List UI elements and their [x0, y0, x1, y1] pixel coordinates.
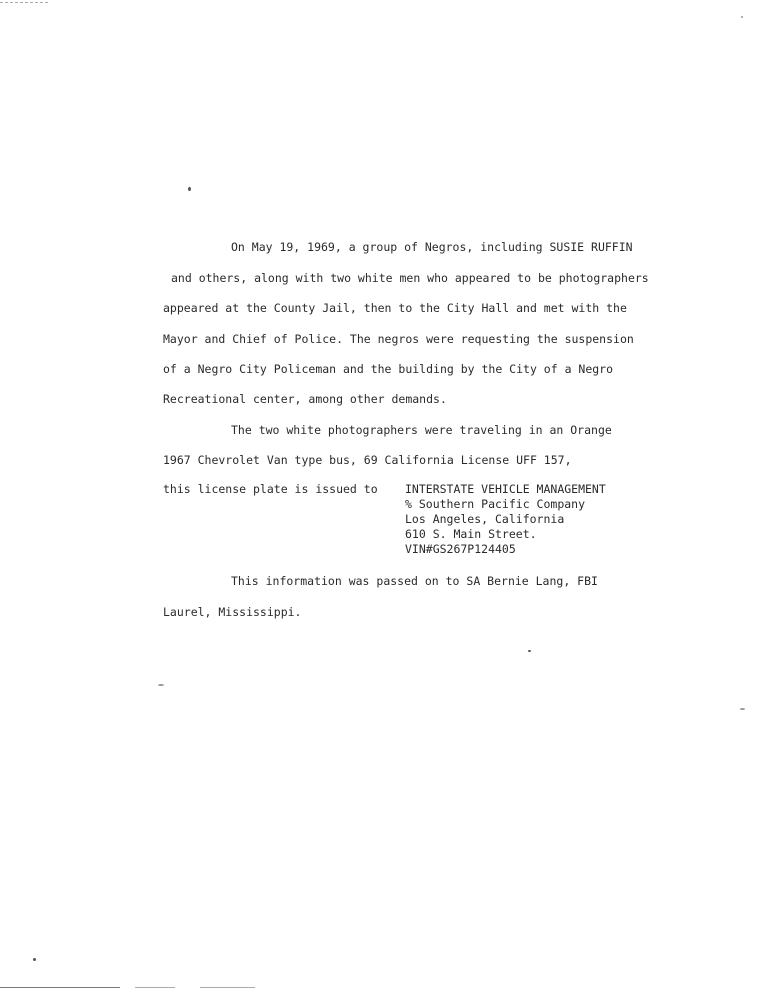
address-line: % Southern Pacific Company: [405, 497, 586, 511]
scan-speck: [740, 708, 745, 710]
memo-line: 1967 Chevrolet Van type bus, 69 California License UFF 157,: [163, 453, 572, 467]
memo-line: this license plate is issued to: [163, 482, 378, 496]
memo-line: Laurel, Mississippi.: [163, 605, 302, 619]
memo-line: and others, along with two white men who appeared to be photographers: [171, 271, 649, 285]
scan-speck: [741, 16, 743, 18]
address-line: VIN#GS267P124405: [405, 542, 516, 556]
memo-line: This information was passed on to SA Bernie Lang, FBI: [231, 574, 598, 588]
memo-line: of a Negro City Policeman and the building by the City of a Negro: [163, 362, 614, 376]
scan-speck: [188, 187, 191, 191]
address-line: Los Angeles, California: [405, 512, 565, 526]
license-registration-address: [405, 482, 606, 557]
scan-speck: [33, 958, 36, 961]
address-line: INTERSTATE VEHICLE MANAGEMENT: [405, 482, 606, 496]
memo-line: The two white photographers were traveling in an Orange: [231, 423, 612, 437]
memo-line: Mayor and Chief of Police. The negros were requesting the suspension: [163, 332, 634, 346]
scan-bottom-edge: [200, 987, 255, 988]
scan-edge-mark: [0, 2, 48, 4]
memo-line: On May 19, 1969, a group of Negros, including SUSIE RUFFIN: [231, 240, 633, 254]
scan-speck: [528, 650, 531, 652]
memo-line: appeared at the County Jail, then to the City Hall and met with the: [163, 301, 627, 315]
address-line: 610 S. Main Street.: [405, 527, 537, 541]
scan-bottom-edge: [135, 987, 175, 988]
scan-bottom-edge: [0, 987, 120, 988]
scan-speck: [158, 684, 164, 686]
memo-line: Recreational center, among other demands.: [163, 392, 447, 406]
